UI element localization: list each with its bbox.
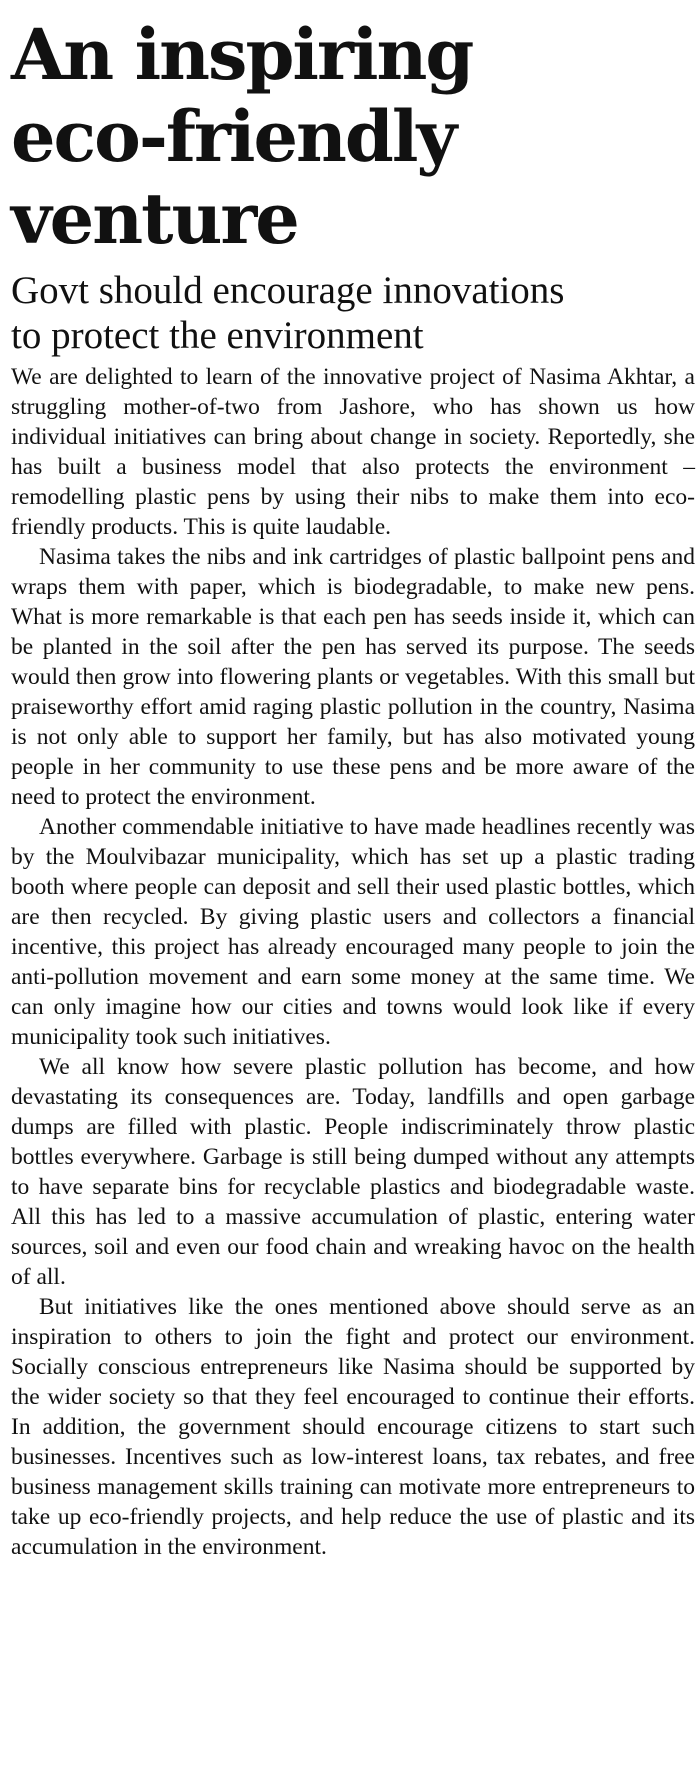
paragraph-4: We all know how severe plastic pollution has become, and how devastating its consequences are. Today, landfills and open garbage dumps are filled with plastic. People indiscriminately throw plastic bottles everywhere. Garbage is still being dumped without any attempts to have separate bins for recyclable plastics and biodegradable waste. All this has led to a massive accumulation of plastic, entering water sources, soil and even our food chain and wreaking havoc on the health of all. xyxy=(11,1054,695,1290)
headline: An inspiring eco-friendly venture xyxy=(11,13,473,260)
paragraph-1: We are delighted to learn of the innovative project of Nasima Akhtar, a struggling mother-of-two from Jashore, who has shown us how individual initiatives can bring about change in society. Reportedly, she has built a business model that also protects the environment – remodelling plastic pens by using their nibs to make them into eco-friendly products. This is quite laudable. xyxy=(11,364,695,540)
subheadline: Govt should encourage innovations to protect the environment xyxy=(11,269,565,357)
paragraph-5: But initiatives like the ones mentioned above should serve as an inspiration to others to join the fight and protect our environment. Socially conscious entrepreneurs like Nasima should be supported by the wider society so that they feel encouraged to continue their efforts. In addition, the government should encourage citizens to start such businesses. Incentives such as low-interest loans, tax rebates, and free business management skills training can motivate more entrepreneurs to take up eco-friendly projects, and help reduce the use of plastic and its accumulation in the environment. xyxy=(11,1294,695,1560)
article-body xyxy=(11,362,695,1562)
editorial-article xyxy=(11,14,695,1562)
paragraph-3: Another commendable initiative to have made headlines recently was by the Moulvibazar municipality, which has set up a plastic trading booth where people can deposit and sell their used plastic bottles, which are then recycled. By giving plastic users and collectors a financial incentive, this project has already encouraged many people to join the anti-pollution movement and earn some money at the same time. We can only imagine how our cities and towns would look like if every municipality took such initiatives. xyxy=(11,814,695,1050)
paragraph-2: Nasima takes the nibs and ink cartridges of plastic ballpoint pens and wraps them with paper, which is biodegradable, to make new pens. What is more remarkable is that each pen has seeds inside it, which can be planted in the soil after the pen has served its purpose. The seeds would then grow into flowering plants or vegetables. With this small but praiseworthy effort amid raging plastic pollution in the country, Nasima is not only able to support her family, but has also motivated young people in her community to use these pens and be more aware of the need to protect the environment. xyxy=(11,544,695,810)
